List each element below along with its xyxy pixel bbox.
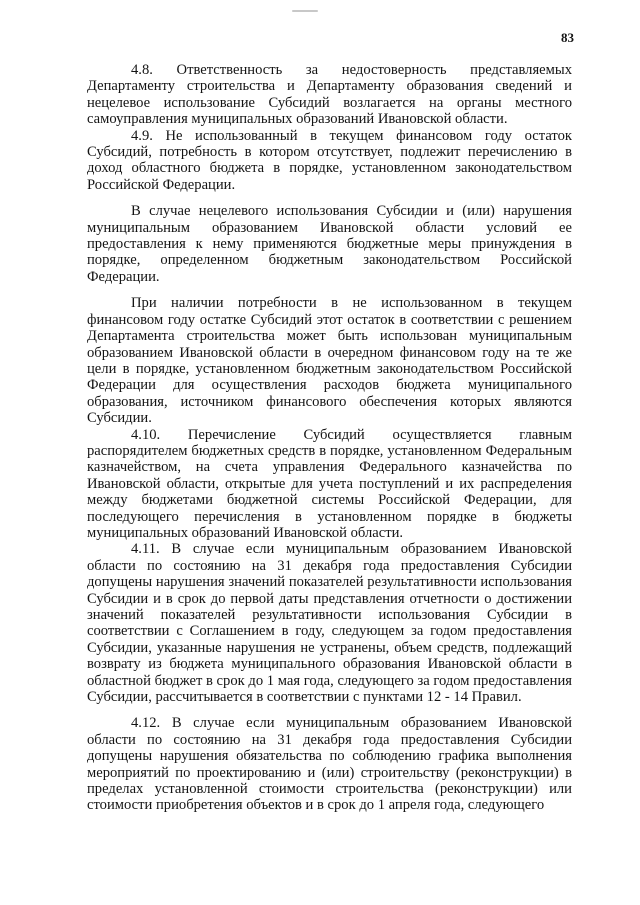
paragraph-4-11: 4.11. В случае если муниципальным образованием Ивановской области по состоянию на 31 декабря года предоставления Субсидии допущены нарушения значений показателей результативности использования Субсидии и в срок до первой даты представления отчетности о достижении значений показателей результативности использования Субсидии в соответствии с Соглашением в году, следующем за годом предоставления Субсидии, указанные нарушения не устранены, объем средств, подлежащий возврату из бюджета муниципального образования Ивановской области в областной бюджет в срок до 1 мая года, следующего за годом предоставления Субсидии, рассчитывается в соответствии с пунктами 12 - 14 Правил. [87,541,572,706]
scan-artifact [292,10,318,12]
document-body [87,62,572,814]
paragraph-remaining-balance: При наличии потребности в не использованном в текущем финансовом году остатке Субсидий этот остаток в соответствии с решением Департамента строительства может быть использован муниципальным образованием Ивановской области в очередном финансовом году на те же цели в порядке, установленном бюджетным законодательством Российской Федерации для осуществления расходов бюджета муниципального образования, источником финансового обеспечения которых являются Субсидии. [87,295,572,427]
paragraph-4-8: 4.8. Ответственность за недостоверность представляемых Департаменту строительства и Департаменту образования сведений и нецелевое использование Субсидий возлагается на органы местного самоуправления муниципальных образований Ивановской области. [87,62,572,128]
paragraph-4-12: 4.12. В случае если муниципальным образованием Ивановской области по состоянию на 31 декабря года предоставления Субсидии допущены нарушения обязательства по соблюдению графика выполнения мероприятий по проектированию и (или) строительству (реконструкции) в пределах установленной стоимости строительства (реконструкции) или стоимости приобретения объектов и в срок до 1 апреля года, следующего [87,715,572,814]
page-number: 83 [561,30,574,45]
paragraph-misuse: В случае нецелевого использования Субсидии и (или) нарушения муниципальным образованием Ивановской области условий ее предоставления к нему применяются бюджетные меры принуждения в порядке, определенном бюджетным законодательством Российской Федерации. [87,203,572,285]
paragraph-4-9: 4.9. Не использованный в текущем финансовом году остаток Субсидий, потребность в котором отсутствует, подлежит перечислению в доход областного бюджета в порядке, установленном законодательством Российской Федерации. [87,127,572,193]
paragraph-4-10: 4.10. Перечисление Субсидий осуществляется главным распорядителем бюджетных средств в порядке, установленном Федеральным казначейством, на счета управления Федерального казначейства по Ивановской области, открытые для учета поступлений и их распределения между бюджетами бюджетной системы Российской Федерации, для последующего перечисления в установленном порядке в бюджеты муниципальных образований Ивановской области. [87,426,572,541]
